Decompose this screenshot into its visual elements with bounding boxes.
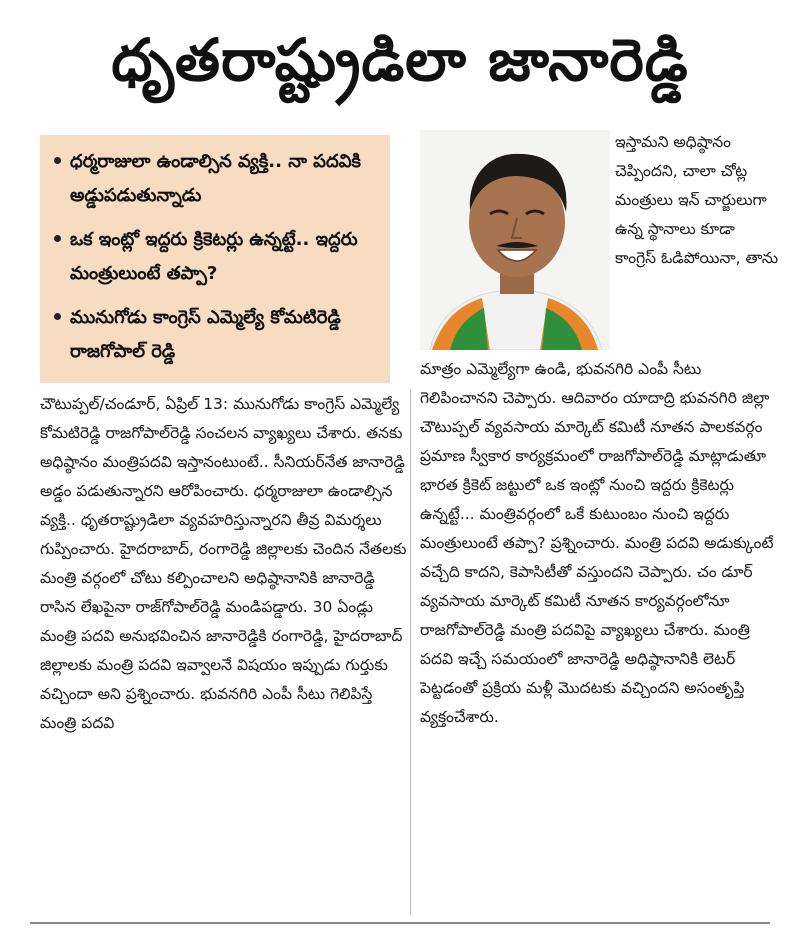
article-column-right xyxy=(420,355,780,915)
bullet-icon xyxy=(54,313,61,320)
portrait-photo xyxy=(420,130,610,350)
bottom-rule xyxy=(30,922,770,924)
highlight-text: ధర్మరాజులా ఉండాల్సిన వ్యక్తి.. నా పదవికి అడ్డుపడుతున్నాడు xyxy=(70,151,361,206)
highlight-text: ఒక ఇంట్లో ఇద్దరు క్రికెటర్లు ఉన్నట్టే.. ఇద్దరు మంత్రులుంటే తప్పా? xyxy=(70,229,358,284)
article-text: మాత్రం ఎమ్మెల్యేగా ఉండి, భువనగిరి ఎంపీ సీటు గెలిపించానని చెప్పారు. ఆదివారం యాదాద్రి భువనగిరి జిల్లా చౌటుప్పల్ వ్యవసాయ మార్కెట్ కమిటీ నూతన పాలకవర్గం ప్రమాణ స్వీకార కార్యక్రమంలో రాజగోపాల్‌రెడ్డి మాట్లాడుతూ భారత క్రికెట్ జట్టులో ఒక ఇంట్లో నుంచి ఇద్దరు క్రికెటర్లు ఉన్నట్టే... మంత్రివర్గంలో ఒకే కుటుంబం నుంచి ఇద్దరు మంత్రులుంటే తప్పా? ప్రశ్నించారు. మంత్రి పదవి అడుక్కుంటే వచ్చేది కాదని, కెపాసిటీతో వస్తుందని చెప్పారు. చం డూర్ వ్యవసాయ మార్కెట్ కమిటీ నూతన కార్యవర్గంలోనూ రాజగోపాల్‌రెడ్డి మంత్రి పదవిపై వ్యాఖ్యలు చేశారు. మంత్రి పదవి ఇచ్చే సమయంలో జానారెడ్డి అధిష్ఠానానికి లెటర్ పెట్టడంతో ప్రక్రియ మళ్లీ మొదటకు వచ్చిందని అసంతృప్తి వ్యక్తంచేశారు. xyxy=(420,360,774,726)
article-column-left xyxy=(40,390,412,915)
highlight-text: మునుగోడు కాంగ్రెస్ ఎమ్మెల్యే కోమటిరెడ్డి రాజగోపాల్ రెడ్డి xyxy=(70,307,341,362)
highlights-box xyxy=(40,135,390,383)
article-text: చౌటుప్పల్/చండూర్, ఏప్రిల్ 13: మునుగోడు కాంగ్రెస్ ఎమ్మెల్యే కోమటిరెడ్డి రాజగోపాల్‌రెడ్డి సంచలన వ్యాఖ్యలు చేశారు. తనకు అధిష్ఠానం మంత్రిపదవి ఇస్తానంటుంటే.. సీనియర్‌నేత జానారెడ్డి అడ్డం పడుతున్నారని ఆరోపించారు. ధర్మరాజులా ఉండాల్సిన వ్యక్తి.. ధృతరాష్ట్రుడిలా వ్యవహరిస్తున్నారని తీవ్ర విమర్శలు గుప్పించారు. హైదరాబాద్, రంగారెడ్డి జిల్లాలకు చెందిన నేతలకు మంత్రి వర్గంలో చోటు కల్పించాలని అధిష్ఠానానికి జానారెడ్డి రాసిన లేఖపైనా రాజ్‌గోపాల్‌రెడ్డి మండిపడ్డారు. 30 ఏండ్లు మంత్రి పదవి అనుభవించిన జానారెడ్డికి రంగారెడ్డి, హైదరాబాద్ జిల్లాలకు మంత్రి పదవి ఇవ్వాలనే విషయం ఇప్పుడు గుర్తుకు వచ్చిందా అని ప్రశ్నించారు. భువనగిరి ఎంపీ సీటు గెలిపిస్తే మంత్రి పదవి xyxy=(40,395,407,732)
article-column-top-right xyxy=(615,128,780,358)
highlight-item xyxy=(54,223,380,291)
bullet-icon xyxy=(54,235,61,242)
article-text: ఇస్తామని అధిష్ఠానం చెప్పిందని, చాలా చోట్ల మంత్రులు ఇన్‌ చార్జులుగా ఉన్న స్థానాలు కూడా కాంగ్రెస్ ఓడిపోయినా, తాను xyxy=(615,133,779,267)
highlight-item xyxy=(54,145,380,213)
bullet-icon xyxy=(54,157,61,164)
column-divider xyxy=(410,390,411,915)
portrait-illustration xyxy=(420,130,610,350)
headline: ధృతరాష్ట్రుడిలా జానారెడ్డి xyxy=(111,25,689,94)
highlight-item xyxy=(54,301,380,369)
